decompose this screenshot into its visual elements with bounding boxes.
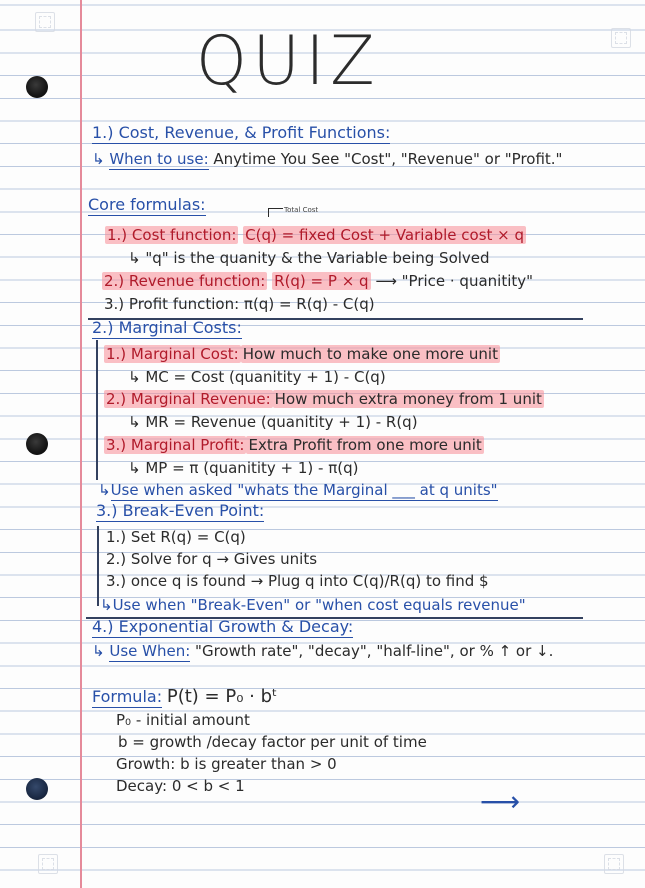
formula-line <box>92 688 277 706</box>
margin-line <box>80 0 82 888</box>
section-3-heading: 3.) Break-Even Point: <box>96 501 265 520</box>
next-page-arrow: ⟶ <box>480 785 521 818</box>
bracket-line <box>97 526 99 606</box>
section-3-use: ↳Use when "Break-Even" or "when cost equals revenue" <box>100 596 526 614</box>
cost-function-note: ↳ "q" is the quanity & the Variable being Solved <box>128 249 490 267</box>
p0-definition: P₀ - initial amount <box>116 711 250 729</box>
core-formulas-heading: Core formulas: <box>88 195 206 214</box>
section-4-use: ↳ Use When: "Growth rate", "decay", "half-line", or % ↑ or ↓. <box>92 642 554 660</box>
total-cost-bracket <box>268 208 283 217</box>
marginal-revenue-formula: ↳ MR = Revenue (quanitity + 1) - R(q) <box>128 413 418 431</box>
section-1-heading: 1.) Cost, Revenue, & Profit Functions: <box>92 123 391 142</box>
decay-condition: Decay: 0 < b < 1 <box>116 777 245 795</box>
break-even-step-1: 1.) Set R(q) = C(q) <box>106 528 246 546</box>
cost-function-label: 1.) Cost function: <box>107 226 237 244</box>
revenue-function: 2.) Revenue function: R(q) = P × q ⟶ "Price · quanitity" <box>104 272 534 290</box>
cost-function <box>105 226 526 244</box>
paper-mark <box>604 854 624 874</box>
section-1-when: ↳ When to use: Anytime You See "Cost", "Revenue" or "Profit." <box>92 150 563 168</box>
formula-equation: P(t) = P₀ · bᵗ <box>166 686 278 707</box>
b-definition: b = growth /decay factor per unit of time <box>118 733 427 751</box>
marginal-profit: 3.) Marginal Profit: Extra Profit from one more unit <box>106 436 482 454</box>
marginal-profit-formula: ↳ MP = π (quanitity + 1) - π(q) <box>128 459 359 477</box>
break-even-step-3: 3.) once q is found → Plug q into C(q)/R(q) to find $ <box>106 572 489 590</box>
binder-hole <box>26 76 48 98</box>
revenue-function-note: "Price · quanitity" <box>401 272 534 290</box>
section-4-heading: 4.) Exponential Growth & Decay: <box>92 617 354 636</box>
profit-function: 3.) Profit function: π(q) = R(q) - C(q) <box>104 295 375 313</box>
section-2-use: ↳Use when asked "whats the Marginal ___ at q units" <box>98 481 498 499</box>
page-title: QUIZ <box>196 22 381 101</box>
when-label: When to use: <box>109 150 209 168</box>
formula-label: Formula: <box>92 687 163 706</box>
revenue-function-label: 2.) Revenue function: <box>104 272 266 290</box>
revenue-function-formula: R(q) = P × q <box>274 272 369 290</box>
binder-hole <box>26 433 48 455</box>
bracket-line <box>96 340 98 480</box>
marginal-cost-formula: ↳ MC = Cost (quanitity + 1) - C(q) <box>128 368 386 386</box>
when-text: Anytime You See "Cost", "Revenue" or "Profit." <box>213 150 563 168</box>
cost-function-formula: C(q) = fixed Cost + Variable cost × q <box>245 226 525 244</box>
marginal-revenue: 2.) Marginal Revenue: How much extra money from 1 unit <box>106 390 542 408</box>
paper-mark <box>611 28 631 48</box>
growth-condition: Growth: b is greater than > 0 <box>116 755 337 773</box>
section-2-heading: 2.) Marginal Costs: <box>92 318 242 337</box>
break-even-step-2: 2.) Solve for q → Gives units <box>106 550 318 568</box>
total-cost-note: Total Cost <box>284 206 319 214</box>
binder-hole <box>26 778 48 800</box>
marginal-cost: 1.) Marginal Cost: How much to make one more unit <box>106 345 498 363</box>
paper-mark <box>38 854 58 874</box>
paper-mark <box>35 12 55 32</box>
